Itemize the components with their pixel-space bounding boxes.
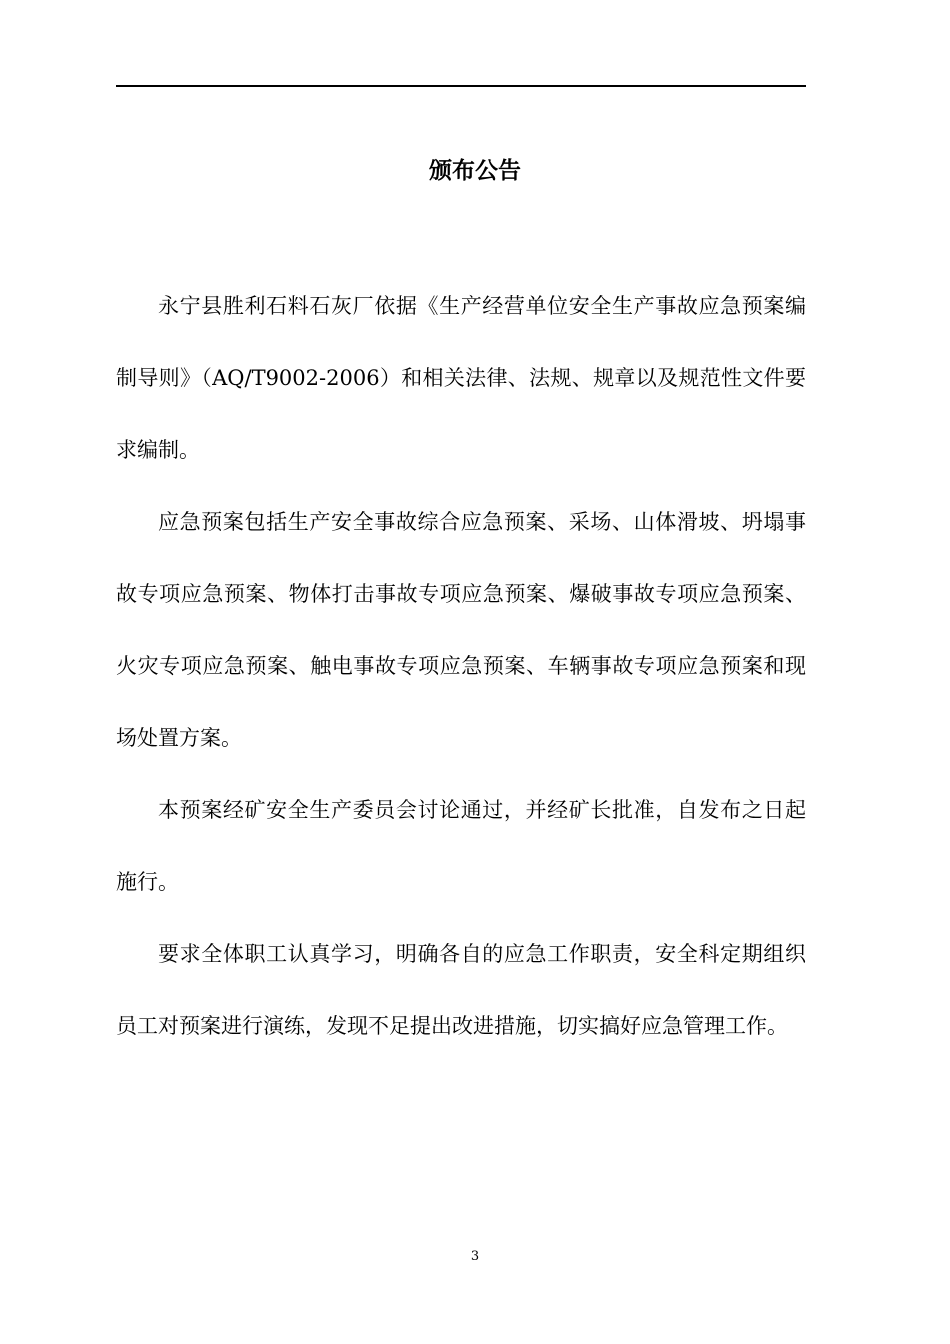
page-number: 3 [470, 1249, 480, 1264]
paragraph-requirements: 要求全体职工认真学习，明确各自的应急工作职责，安全科定期组织员工对预案进行演练，发现不足提出改进措施，切实搞好应急管理工作。 [116, 942, 806, 1038]
paragraph-plan-scope: 应急预案包括生产安全事故综合应急预案、采场、山体滑坡、坍塌事故专项应急预案、物体打击事故专项应急预案、爆破事故专项应急预案、火灾专项应急预案、触电事故专项应急预案、车辆事故专项应急预案和现场处置方案。 [116, 510, 806, 750]
page-title: 颁布公告 [429, 158, 521, 184]
paragraph-approval: 本预案经矿安全生产委员会讨论通过，并经矿长批准，自发布之日起施行。 [116, 798, 806, 894]
header-rule [116, 85, 806, 87]
paragraph-basis: 永宁县胜利石料石灰厂依据《生产经营单位安全生产事故应急预案编制导则》（AQ/T9002-2006）和相关法律、法规、规章以及规范性文件要求编制。 [116, 294, 806, 462]
